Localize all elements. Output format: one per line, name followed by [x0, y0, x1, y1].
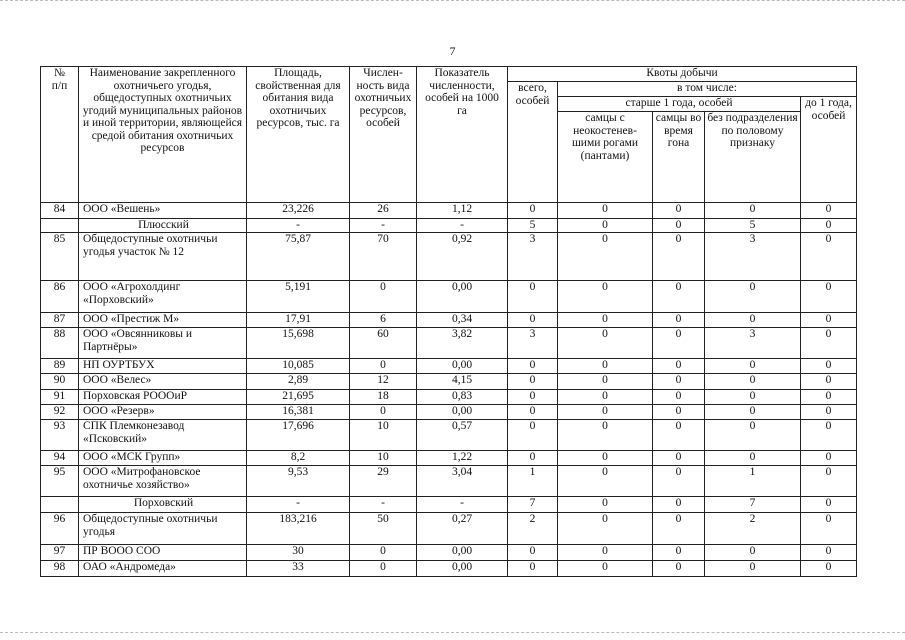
cell-total: 0 [508, 374, 558, 390]
cell-name: ООО «Велес» [79, 374, 247, 390]
table-row [41, 545, 857, 561]
cell-under1: 0 [801, 281, 857, 313]
cell-num: 84 [41, 203, 79, 219]
cell-count: 0 [350, 561, 417, 577]
cell-count: 26 [350, 203, 417, 219]
cell-name: Порховский [79, 497, 247, 513]
cell-nosex: 0 [705, 420, 801, 451]
cell-num: 91 [41, 390, 79, 405]
cell-density: 0,00 [417, 281, 508, 313]
cell-under1: 0 [801, 359, 857, 374]
header-under1: до 1 года, особей [801, 97, 857, 203]
cell-density: 0,00 [417, 405, 508, 420]
table-row [41, 374, 857, 390]
cell-count: - [350, 497, 417, 513]
cell-season: 0 [653, 545, 705, 561]
table-row [41, 420, 857, 451]
cell-area: 17,91 [247, 313, 350, 328]
cell-count: 29 [350, 466, 417, 497]
cell-area: 30 [247, 545, 350, 561]
cell-name: ООО «Митрофановское охотничье хозяйство» [79, 466, 247, 497]
cell-name: ПР ВООО СОО [79, 545, 247, 561]
cell-area: - [247, 497, 350, 513]
cell-name: Порховская РОООиР [79, 390, 247, 405]
cell-total: 0 [508, 405, 558, 420]
cell-area: 2,89 [247, 374, 350, 390]
cell-name: ОАО «Андромеда» [79, 561, 247, 577]
cell-season: 0 [653, 451, 705, 466]
cell-count: 70 [350, 233, 417, 281]
cell-season: 0 [653, 513, 705, 545]
cell-area: 75,87 [247, 233, 350, 281]
cell-num [41, 497, 79, 513]
cell-season: 0 [653, 466, 705, 497]
cell-nosex: 1 [705, 466, 801, 497]
cell-area: 33 [247, 561, 350, 577]
cell-name: Общедоступные охотничьи угодья участок № 12 [79, 233, 247, 281]
cell-nosex: 0 [705, 374, 801, 390]
cell-name: ООО «Престиж М» [79, 313, 247, 328]
cell-num: 90 [41, 374, 79, 390]
table-row [41, 233, 857, 281]
cell-num: 92 [41, 405, 79, 420]
cell-males: 0 [558, 359, 653, 374]
cell-males: 0 [558, 466, 653, 497]
cell-num: 94 [41, 451, 79, 466]
header-num: № п/п [41, 67, 79, 203]
cell-name: НП ОУРТБУХ [79, 359, 247, 374]
cell-under1: 0 [801, 203, 857, 219]
cell-under1: 0 [801, 545, 857, 561]
cell-total: 2 [508, 513, 558, 545]
cell-density: 0,34 [417, 313, 508, 328]
cell-under1: 0 [801, 219, 857, 233]
table-row [41, 466, 857, 497]
header-males: самцы с неокостенев-шими рогами (пантами) [558, 112, 653, 203]
cell-season: 0 [653, 420, 705, 451]
cell-density: 0,00 [417, 359, 508, 374]
table-row [41, 313, 857, 328]
cell-density: 3,04 [417, 466, 508, 497]
cell-num: 86 [41, 281, 79, 313]
cell-num: 97 [41, 545, 79, 561]
cell-area: 5,191 [247, 281, 350, 313]
cell-name: СПК Племконезавод «Псковский» [79, 420, 247, 451]
cell-males: 0 [558, 545, 653, 561]
cell-males: 0 [558, 281, 653, 313]
cell-season: 0 [653, 561, 705, 577]
cell-count: 12 [350, 374, 417, 390]
cell-density: 0,00 [417, 545, 508, 561]
cell-total: 0 [508, 359, 558, 374]
cell-males: 0 [558, 497, 653, 513]
cell-under1: 0 [801, 374, 857, 390]
cell-males: 0 [558, 313, 653, 328]
cell-area: 183,216 [247, 513, 350, 545]
cell-under1: 0 [801, 313, 857, 328]
cell-density: 1,22 [417, 451, 508, 466]
header-nosex: без подразделения по половому признаку [705, 112, 801, 203]
cell-num: 88 [41, 328, 79, 359]
cell-total: 0 [508, 420, 558, 451]
cell-name: ООО «Резерв» [79, 405, 247, 420]
table-row [41, 328, 857, 359]
cell-count: 0 [350, 545, 417, 561]
cell-males: 0 [558, 561, 653, 577]
cell-area: 10,085 [247, 359, 350, 374]
cell-nosex: 0 [705, 545, 801, 561]
cell-males: 0 [558, 374, 653, 390]
cell-nosex: 0 [705, 451, 801, 466]
cell-density: 1,12 [417, 203, 508, 219]
cell-count: 0 [350, 405, 417, 420]
cell-under1: 0 [801, 513, 857, 545]
cell-count: 50 [350, 513, 417, 545]
cell-num: 87 [41, 313, 79, 328]
cell-under1: 0 [801, 561, 857, 577]
cell-total: 0 [508, 545, 558, 561]
cell-num: 85 [41, 233, 79, 281]
cell-nosex: 0 [705, 405, 801, 420]
cell-males: 0 [558, 420, 653, 451]
table-row [41, 359, 857, 374]
cell-area: - [247, 219, 350, 233]
cell-nosex: 7 [705, 497, 801, 513]
cell-total: 5 [508, 219, 558, 233]
table-row [41, 451, 857, 466]
cell-under1: 0 [801, 451, 857, 466]
page-number: 7 [449, 44, 456, 58]
header-males-season: самцы во время гона [653, 112, 705, 203]
cell-density: - [417, 497, 508, 513]
cell-season: 0 [653, 374, 705, 390]
cell-season: 0 [653, 405, 705, 420]
cell-nosex: 0 [705, 390, 801, 405]
table-row [41, 513, 857, 545]
cell-nosex: 0 [705, 281, 801, 313]
table-row [41, 405, 857, 420]
cell-count: - [350, 219, 417, 233]
cell-nosex: 5 [705, 219, 801, 233]
cell-num: 98 [41, 561, 79, 577]
cell-under1: 0 [801, 328, 857, 359]
cell-under1: 0 [801, 497, 857, 513]
cell-count: 0 [350, 359, 417, 374]
cell-males: 0 [558, 405, 653, 420]
cell-nosex: 3 [705, 328, 801, 359]
cell-total: 0 [508, 390, 558, 405]
cell-density: 3,82 [417, 328, 508, 359]
cell-num: 89 [41, 359, 79, 374]
table-row [41, 203, 857, 219]
cell-males: 0 [558, 390, 653, 405]
cell-area: 16,381 [247, 405, 350, 420]
cell-males: 0 [558, 233, 653, 281]
cell-nosex: 3 [705, 233, 801, 281]
cell-density: 4,15 [417, 374, 508, 390]
cell-count: 60 [350, 328, 417, 359]
table-row [41, 390, 857, 405]
table-row [41, 281, 857, 313]
cell-males: 0 [558, 451, 653, 466]
cell-season: 0 [653, 233, 705, 281]
cell-area: 21,695 [247, 390, 350, 405]
district-row [41, 219, 857, 233]
cell-season: 0 [653, 328, 705, 359]
cell-name: ООО «Вешень» [79, 203, 247, 219]
cell-density: 0,00 [417, 561, 508, 577]
cell-density: 0,57 [417, 420, 508, 451]
header-including: в том числе: [558, 82, 857, 97]
cell-density: 0,92 [417, 233, 508, 281]
cell-under1: 0 [801, 390, 857, 405]
cell-males: 0 [558, 219, 653, 233]
cell-count: 10 [350, 451, 417, 466]
header-older: старше 1 года, особей [558, 97, 801, 112]
cell-count: 10 [350, 420, 417, 451]
cell-total: 0 [508, 451, 558, 466]
district-row [41, 497, 857, 513]
cell-name: ООО «МСК Групп» [79, 451, 247, 466]
quota-table [40, 66, 857, 577]
cell-total: 3 [508, 328, 558, 359]
scan-edge-bottom [0, 632, 905, 634]
cell-name: Плюсский [79, 219, 247, 233]
header-count: Числен-ность вида охотничьих ресурсов, особей [350, 67, 417, 203]
cell-males: 0 [558, 328, 653, 359]
cell-under1: 0 [801, 405, 857, 420]
cell-season: 0 [653, 281, 705, 313]
cell-nosex: 0 [705, 203, 801, 219]
cell-num: 96 [41, 513, 79, 545]
cell-area: 8,2 [247, 451, 350, 466]
cell-nosex: 0 [705, 561, 801, 577]
table-body [41, 203, 857, 577]
cell-season: 0 [653, 497, 705, 513]
cell-season: 0 [653, 313, 705, 328]
header-total: всего, особей [508, 82, 558, 203]
cell-season: 0 [653, 390, 705, 405]
cell-total: 3 [508, 233, 558, 281]
header-area: Площадь, свойственная для обитания вида охотничьих ресурсов, тыс. га [247, 67, 350, 203]
cell-nosex: 0 [705, 313, 801, 328]
cell-count: 18 [350, 390, 417, 405]
cell-area: 15,698 [247, 328, 350, 359]
cell-num [41, 219, 79, 233]
cell-total: 7 [508, 497, 558, 513]
cell-num: 93 [41, 420, 79, 451]
header-density: Показатель численности, особей на 1000 га [417, 67, 508, 203]
cell-season: 0 [653, 359, 705, 374]
cell-num: 95 [41, 466, 79, 497]
cell-males: 0 [558, 203, 653, 219]
cell-density: - [417, 219, 508, 233]
cell-under1: 0 [801, 466, 857, 497]
cell-count: 6 [350, 313, 417, 328]
cell-density: 0,27 [417, 513, 508, 545]
cell-total: 0 [508, 561, 558, 577]
cell-season: 0 [653, 219, 705, 233]
cell-total: 0 [508, 313, 558, 328]
cell-nosex: 0 [705, 359, 801, 374]
cell-total: 1 [508, 466, 558, 497]
cell-name: ООО «Агрохолдинг «Порховский» [79, 281, 247, 313]
table-row [41, 561, 857, 577]
cell-under1: 0 [801, 420, 857, 451]
header-quota: Квоты добычи [508, 67, 857, 82]
cell-name: Общедоступные охотничьи угодья [79, 513, 247, 545]
cell-season: 0 [653, 203, 705, 219]
cell-density: 0,83 [417, 390, 508, 405]
cell-males: 0 [558, 513, 653, 545]
cell-nosex: 2 [705, 513, 801, 545]
cell-under1: 0 [801, 233, 857, 281]
cell-total: 0 [508, 281, 558, 313]
header-name: Наименование закрепленного охотничьего угодья, общедоступных охотничьих угодий муниципальных районов и иной территории, являющейся средой обитания охотничьих ресурсов [79, 67, 247, 203]
scan-edge-top [0, 0, 905, 4]
cell-total: 0 [508, 203, 558, 219]
cell-area: 17,696 [247, 420, 350, 451]
cell-name: ООО «Овсянниковы и Партнёры» [79, 328, 247, 359]
cell-area: 9,53 [247, 466, 350, 497]
cell-area: 23,226 [247, 203, 350, 219]
cell-count: 0 [350, 281, 417, 313]
